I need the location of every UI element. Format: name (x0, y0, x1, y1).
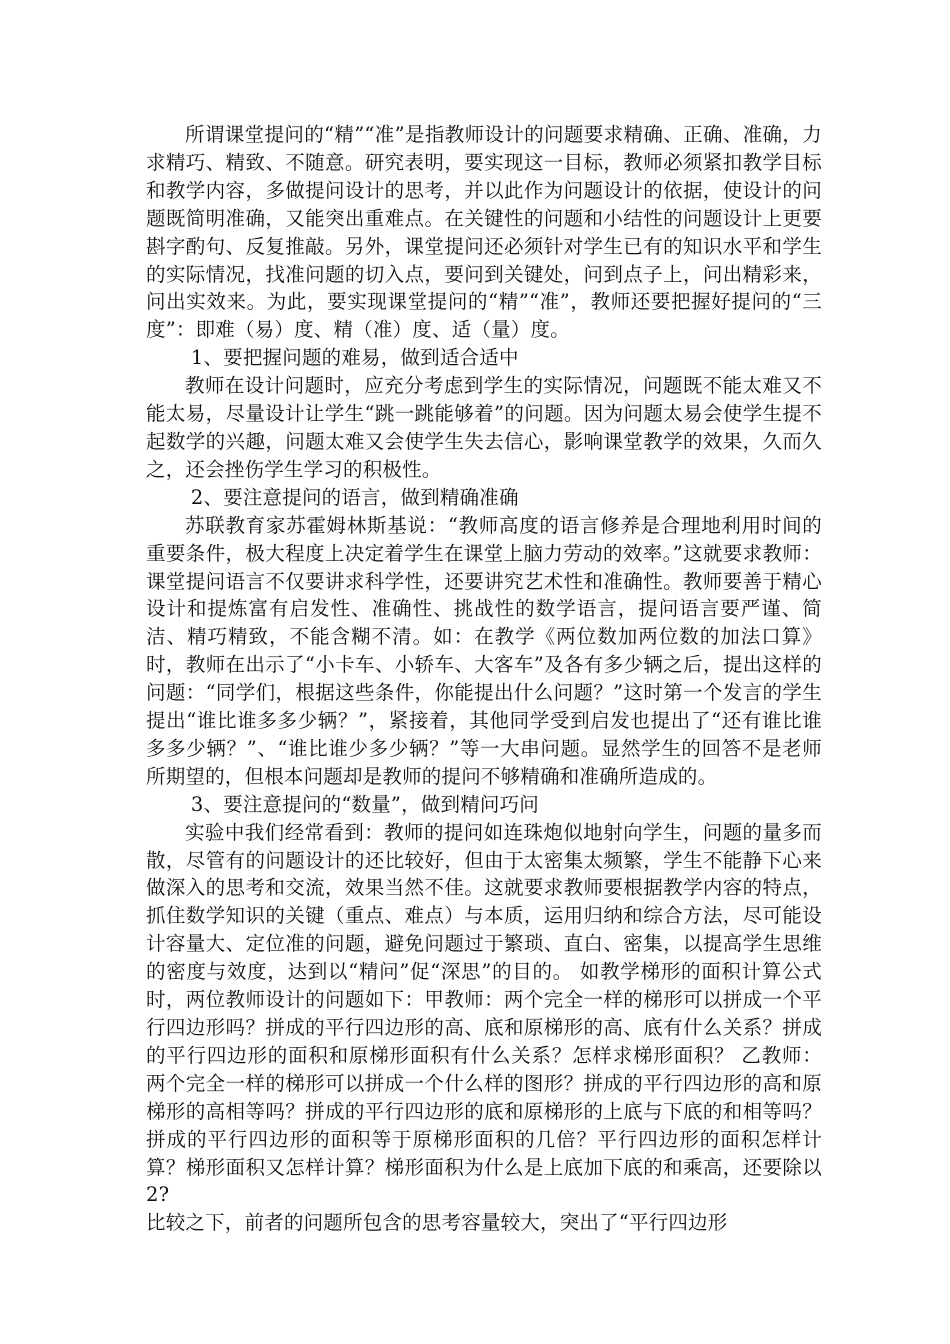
section-heading-1: 1、要把握问题的难易，做到适合适中 (190, 346, 519, 370)
section-heading-2: 2、要注意提问的语言，做到精确准确 (190, 485, 519, 509)
paragraph-difficulty: 教师在设计问题时，应充分考虑到学生的实际情况，问题既不能太难又不能太易，尽量设计让学生“跳一跳能够着”的问题。因为问题太易会使学生提不起数学的兴趣，问题太难又会使学生失去信心，影响课堂教学的效果，久而久之，还会挫伤学生学习的积极性。 (146, 374, 822, 481)
paragraph-intro: 所谓课堂提问的“精”“准”是指教师设计的问题要求精确、正确、准确，力求精巧、精致、不随意。研究表明，要实现这一目标，教师必须紧扣教学目标和教学内容，多做提问设计的思考，并以此作为问题设计的依据，使设计的问题既简明准确，又能突出重难点。在关键性的问题和小结性的问题设计上更要斟字酌句、反复推敲。另外，课堂提问还必须针对学生已有的知识水平和学生的实际情况，找准问题的切入点，要问到关键处，问到点子上，问出精彩来，问出实效来。为此，要实现课堂提问的“精”“准”，教师还要把握好提问的“三度”：即难（易）度、精（准）度、适（量）度。 (146, 123, 822, 342)
section-heading-3: 3、要注意提问的“数量”，做到精问巧问 (190, 792, 539, 816)
paragraph-comparison: 比较之下，前者的问题所包含的思考容量较大，突出了“平行四边形 (146, 1211, 728, 1235)
document-page (146, 121, 822, 1237)
paragraph-language: 苏联教育家苏霍姆林斯基说：“教师高度的语言修养是合理地利用时间的重要条件，极大程度上决定着学生在课堂上脑力劳动的效率。”这就要求教师：课堂提问语言不仅要讲求科学性，还要讲究艺术性和准确性。教师要善于精心设计和提炼富有启发性、准确性、挑战性的数学语言，提问语言要严谨、简洁、精巧精致，不能含糊不清。如：在教学《两位数加两位数的加法口算》时，教师在出示了“小卡车、小轿车、大客车”及各有多少辆之后，提出这样的问题：“同学们，根据这些条件，你能提出什么问题？”这时第一个发言的学生提出“谁比谁多多少辆？”，紧接着，其他同学受到启发也提出了“还有谁比谁多多少辆？”、“谁比谁少多少辆？”等一大串问题。显然学生的回答不是老师所期望的，但根本问题却是教师的提问不够精确和准确所造成的。 (146, 513, 822, 788)
paragraph-quantity: 实验中我们经常看到：教师的提问如连珠炮似地射向学生，问题的量多而散，尽管有的问题设计的还比较好，但由于太密集太频繁，学生不能静下心来做深入的思考和交流，效果当然不佳。这就要求教师要根据教学内容的特点，抓住数学知识的关键（重点、难点）与本质，运用归纳和综合方法，尽可能设计容量大、定位准的问题，避免问题过于繁琐、直白、密集，以提高学生思维的密度与效度，达到以“精问”促“深思”的目的。 如教学梯形的面积计算公式时，两位教师设计的问题如下：甲教师：两个完全一样的梯形可以拼成一个平行四边形吗？拼成的平行四边形的高、底和原梯形的高、底有什么关系？拼成的平行四边形的面积和原梯形面积有什么关系？怎样求梯形面积？ 乙教师：两个完全一样的梯形可以拼成一个什么样的图形？拼成的平行四边形的高和原梯形的高相等吗？拼成的平行四边形的底和原梯形的上底与下底的和相等吗？拼成的平行四边形的面积等于原梯形面积的几倍？平行四边形的面积怎样计算？梯形面积又怎样计算？梯形面积为什么是上底加下底的和乘高，还要除以2? (146, 820, 822, 1207)
